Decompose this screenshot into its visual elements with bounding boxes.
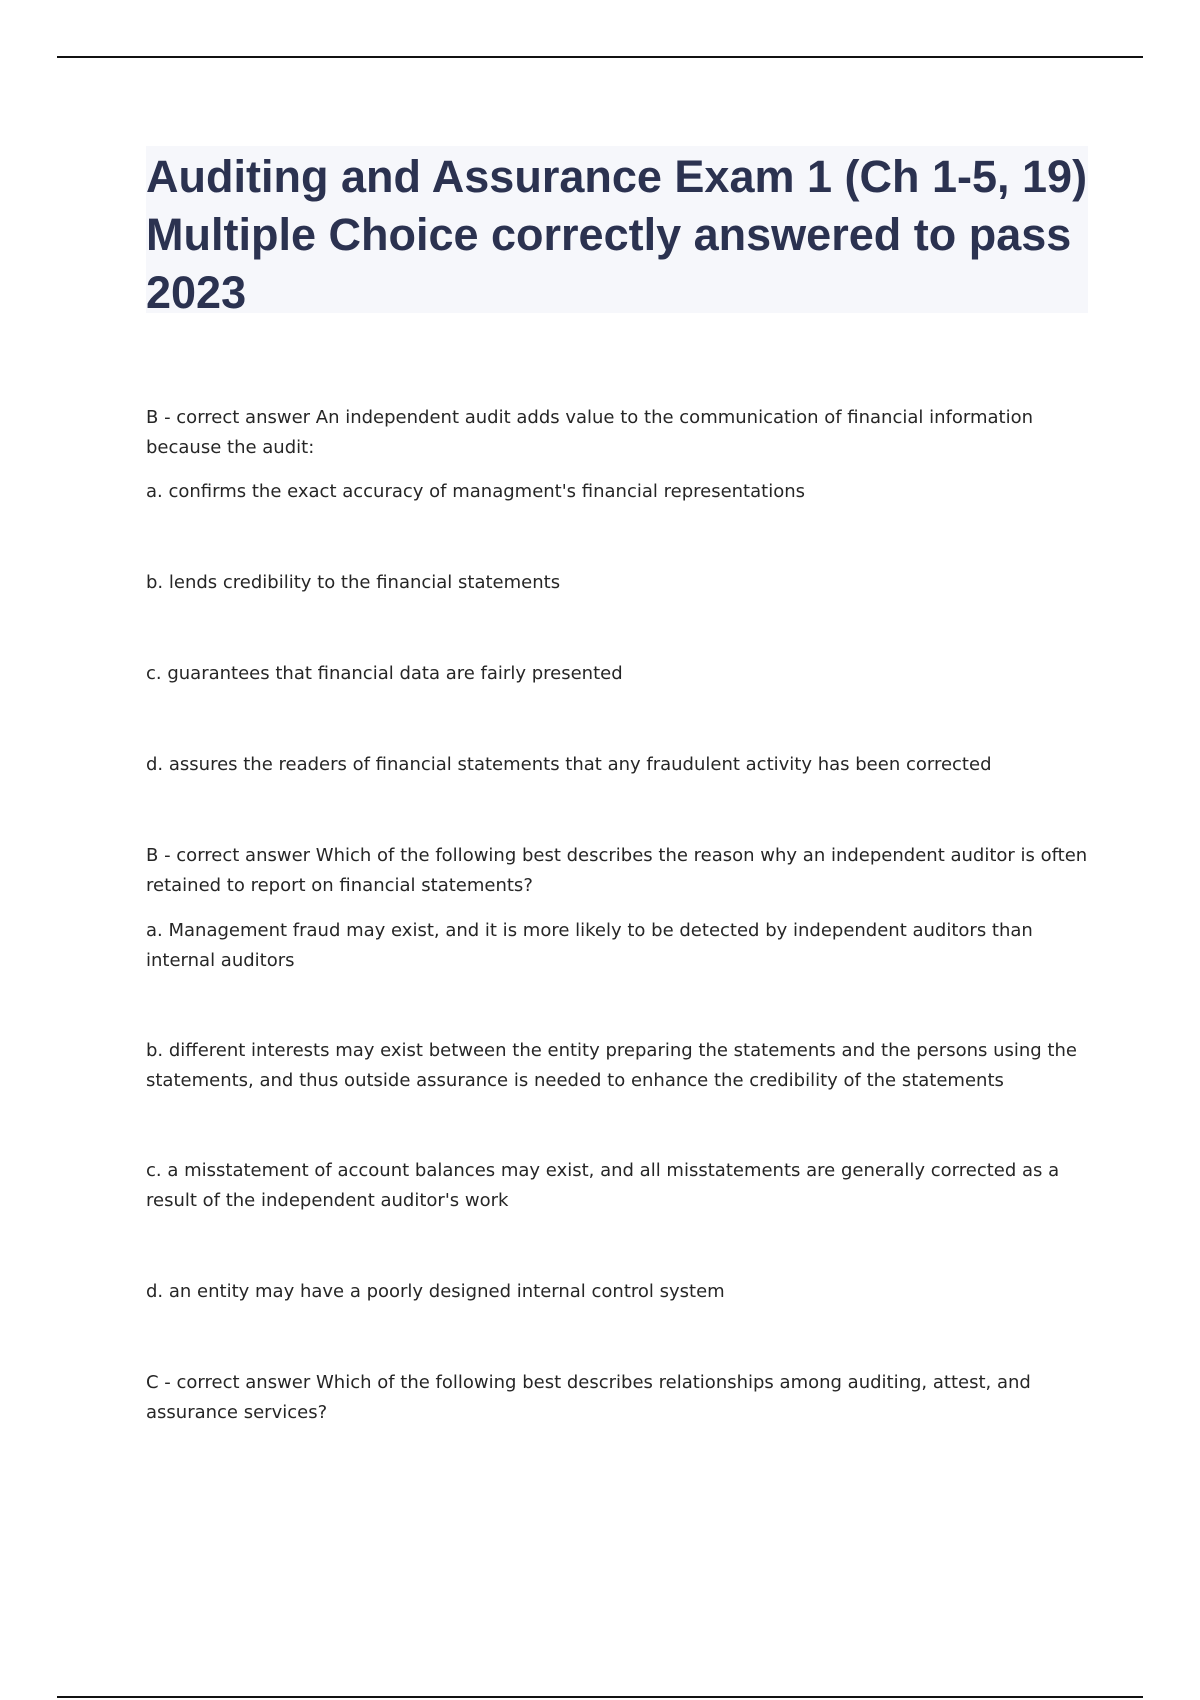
answer-option: a. confirms the exact accuracy of managment's financial representations (146, 481, 806, 502)
answer-option: b. different interests may exist between the entity preparing the statements and the persons using the statements, and thus outside assurance is needed to enhance the credibility of the statements (146, 1040, 1077, 1091)
title-block (146, 146, 1088, 318)
bottom-rule (57, 1696, 1143, 1698)
answer-option: b. lends credibility to the financial statements (146, 572, 561, 593)
answer-option: c. a misstatement of account balances may exist, and all misstatements are generally corrected as a result of the independent auditor's work (146, 1160, 1060, 1211)
answer-option: d. an entity may have a poorly designed internal control system (146, 1281, 725, 1302)
top-rule (57, 56, 1143, 58)
question-prompt: C - correct answer Which of the following best describes relationships among auditing, attest, and assurance services? (146, 1372, 1031, 1423)
answer-option: c. guarantees that financial data are fairly presented (146, 663, 623, 684)
document-title: Auditing and Assurance Exam 1 (Ch 1-5, 19) Multiple Choice correctly answered to pass 2023 (146, 151, 1088, 318)
question-prompt: B - correct answer Which of the following best describes the reason why an independent auditor is often retained to report on financial statements? (146, 845, 1088, 896)
answer-option: a. Management fraud may exist, and it is more likely to be detected by independent auditors than internal auditors (146, 920, 1033, 971)
question-prompt: B - correct answer An independent audit adds value to the communication of financial information because the audit: (146, 407, 1034, 458)
answer-option: d. assures the readers of financial statements that any fraudulent activity has been corrected (146, 754, 992, 775)
